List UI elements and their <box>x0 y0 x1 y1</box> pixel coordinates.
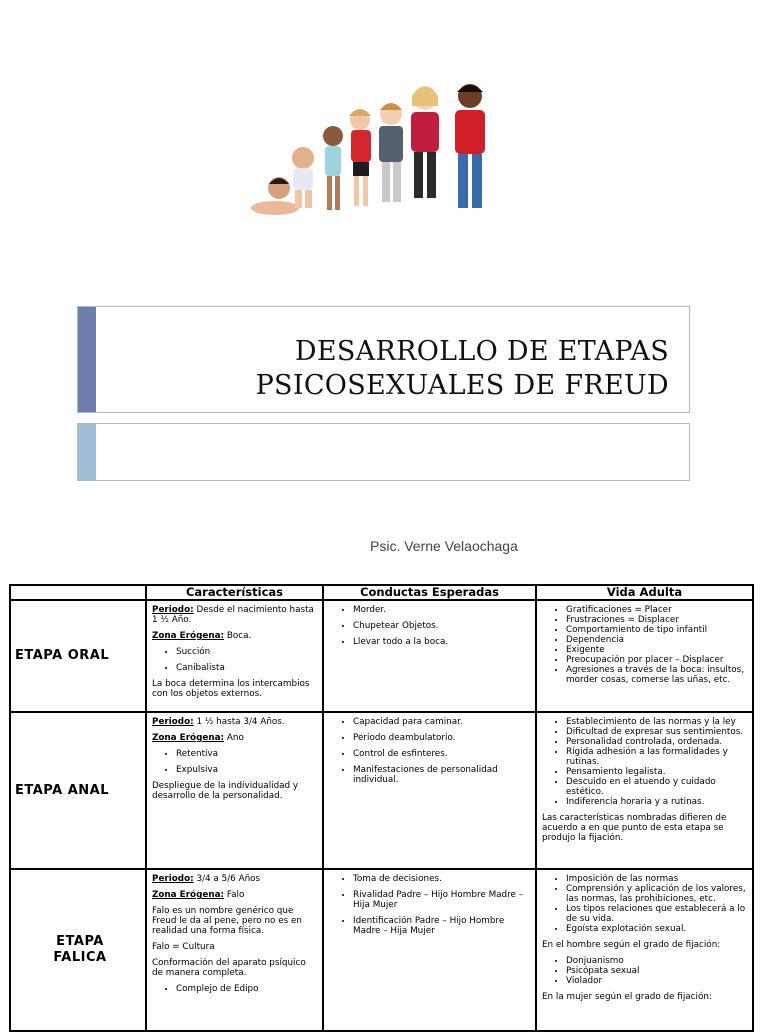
list-item: • Manifestaciones de personalidad individual. <box>353 765 529 785</box>
list-item: • Toma de decisiones. <box>353 874 529 884</box>
list-item: • Chupetear Objetos. <box>353 621 529 631</box>
note-oral: La boca determina los intercambios con los objetos externos. <box>152 679 310 699</box>
header-caracteristicas: Características <box>146 585 323 600</box>
list-item: • Rivalidad Padre – Hijo Hombre Madre – Hija Mujer <box>353 890 529 910</box>
list-item: • Pensamiento legalista. <box>566 767 746 777</box>
author-name: Psic. Verne Velaochaga <box>370 538 518 554</box>
toddler-figure <box>292 147 314 208</box>
list-item: • Gratificaciones = Placer <box>566 605 746 615</box>
caracteristicas-anal: Periodo: 1 ½ hasta 3/4 Años. Zona Erógena: Ano • Retentiva • Expulsiva Despliegue de la individualidad y desarrollo de la personalidad. <box>146 712 323 869</box>
child-figure-5 <box>455 84 485 208</box>
list-item: • Imposición de las normas <box>566 874 746 884</box>
list-item: • Agresiones a través de la boca: insultos, morder cosas, comerse las uñas, etc. <box>566 665 746 685</box>
stage-label-oral: ETAPA ORAL <box>10 600 146 712</box>
title-line-1: DESARROLLO DE ETAPAS <box>294 336 669 367</box>
table-row-falica <box>10 869 753 1031</box>
conductas-oral <box>323 600 536 712</box>
list-item: • Control de esfinteres. <box>353 749 529 759</box>
stage-label-falica: ETAPA FALICA <box>10 869 146 1031</box>
list-item: • Dependencia <box>566 635 746 645</box>
subtitle-accent-bar <box>78 424 96 480</box>
stages-table <box>9 584 754 1032</box>
header-stage <box>10 585 146 600</box>
title-line-2: PSICOSEXUALES DE FREUD <box>255 370 669 401</box>
list-item: • Retentiva <box>176 749 316 759</box>
list-item: • Indiferencia horaria y a rutinas. <box>566 797 746 807</box>
note-vida-anal: Las características nombradas difieren de acuerdo a en que punto de esta etapa se produjo la fijación. <box>542 813 727 843</box>
list-item: • Expulsiva <box>176 765 316 775</box>
list-item: • Capacidad para caminar. <box>353 717 529 727</box>
title-accent-bar <box>78 307 96 412</box>
list-item: • Los tipos relaciones que establecerá a lo de su vida. <box>566 904 746 924</box>
subtitle-box <box>77 423 690 481</box>
caracteristicas-oral: Periodo: Desde el nacimiento hasta 1 ½ Año. Zona Erógena: Boca. • Succión • Canibalista La boca determina los intercambios con los objetos externos. <box>146 600 323 712</box>
list-item: • Donjuanismo <box>566 956 746 966</box>
baby-figure <box>251 177 299 215</box>
note-anal: Despliegue de la individualidad y desarrollo de la personalidad. <box>152 781 299 801</box>
list-item: • Periodo deambulatorio. <box>353 733 529 743</box>
mujer-label: En la mujer según el grado de fijación: <box>542 992 712 1002</box>
child-figure-3 <box>379 103 403 202</box>
list-item: • Canibalista <box>176 663 316 673</box>
list-item: • Identificación Padre – Hijo Hombre Madre – Hija Mujer <box>353 916 529 936</box>
note-falica-1: Falo es un nombre genérico que Freud le da al pene, pero no es en realidad una forma física. <box>152 906 302 936</box>
table-header-row <box>10 585 753 600</box>
note-falica-3: Conformación del aparato psíquico de manera completa. <box>152 958 306 978</box>
list-item: • Establecimiento de las normas y la ley <box>566 717 746 727</box>
list-item: • Comportamiento de tipo infantil <box>566 625 746 635</box>
children-growth-illustration <box>245 80 495 220</box>
page-title <box>256 335 669 403</box>
conductas-falica <box>323 869 536 1031</box>
list-item: • Preocupación por placer – Displacer <box>566 655 746 665</box>
list-item: • Llevar todo a la boca. <box>353 637 529 647</box>
list-item: • Dificultad de expresar sus sentimientos. <box>566 727 746 737</box>
list-item: • Rígida adhesión a las formalidades y rutinas. <box>566 747 746 767</box>
vida-adulta-anal <box>536 712 753 869</box>
list-item: • Psicópata sexual <box>566 966 746 976</box>
list-item: • Morder. <box>353 605 529 615</box>
conductas-anal <box>323 712 536 869</box>
note-falica-2: Falo = Cultura <box>152 942 215 952</box>
table-row-anal <box>10 712 753 869</box>
stage-label-anal: ETAPA ANAL <box>10 712 146 869</box>
list-item: • Egoísta explotación sexual. <box>566 924 746 934</box>
list-item: • Personalidad controlada, ordenada. <box>566 737 746 747</box>
caracteristicas-falica: Periodo: 3/4 a 5/6 Años Zona Erógena: Falo Falo es un nombre genérico que Freud le da al pene, pero no es en realidad una forma física. Falo = Cultura Conformación del aparato psíquico de manera completa. • Complejo de Edipo <box>146 869 323 1031</box>
child-figure-1 <box>323 126 343 210</box>
child-figure-4 <box>411 86 439 198</box>
table-row-oral <box>10 600 753 712</box>
list-item: • Succión <box>176 647 316 657</box>
header-conductas: Conductas Esperadas <box>323 585 536 600</box>
header-vida-adulta: Vida Adulta <box>536 585 753 600</box>
list-item: • Exigente <box>566 645 746 655</box>
list-item: • Complejo de Edipo <box>176 984 316 994</box>
list-item: • Descuido en el atuendo y cuidado estético. <box>566 777 746 797</box>
list-item: • Violador <box>566 976 746 986</box>
hombre-label: En el hombre según el grado de fijación: <box>542 940 721 950</box>
title-box <box>77 306 690 413</box>
vida-adulta-oral <box>536 600 753 712</box>
list-item: • Frustraciones = Displacer <box>566 615 746 625</box>
vida-adulta-falica <box>536 869 753 1031</box>
child-figure-2 <box>349 109 371 206</box>
list-item: • Comprensión y aplicación de los valores, las normas, las prohibiciones, etc. <box>566 884 746 904</box>
